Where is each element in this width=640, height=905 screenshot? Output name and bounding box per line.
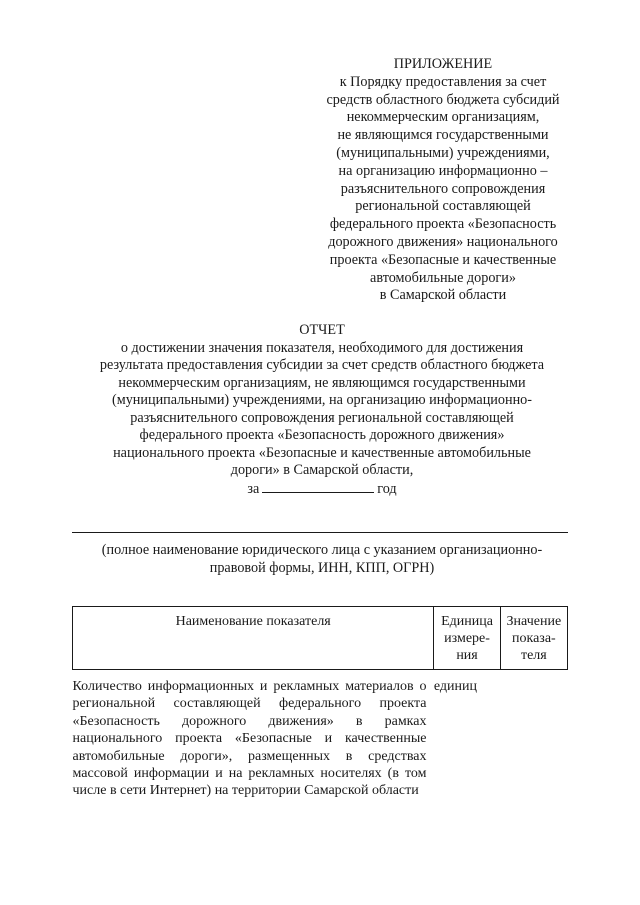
annex-title: ПРИЛОЖЕНИЕ [393,56,493,72]
org-name-caption [60,541,584,577]
annex-line: дорожного движения» национального [328,233,558,250]
header-indicator-name: Наименование показателя [73,607,434,670]
annex-line: проекта «Безопасные и качественные [329,251,557,268]
indicator-cell [73,670,434,800]
report-line: национального проекта «Безопасные и качественные автомобильные [113,444,531,461]
period-year-field[interactable] [262,480,374,493]
indicator-table [72,606,568,800]
report-line: дороги» в Самарской области, [230,462,414,478]
caption-line: правовой формы, ИНН, КПП, ОГРН) [209,560,435,576]
caption-line: (полное наименование юридического лица с указанием организационно- [101,542,543,558]
report-line: федерального проекта «Безопасность дорожного движения» [139,427,505,443]
report-line: некоммерческим организациям, не являющимся государственными [118,374,526,391]
annex-line: не являющимся государственными [337,127,549,144]
org-name-field[interactable] [72,532,568,533]
unit-cell: единиц [433,679,477,694]
report-line: (муниципальными) учреждениями, на организацию информационно- [112,392,532,408]
annex-block [298,56,588,305]
report-header [60,322,584,498]
annex-line: некоммерческим организациям, [346,109,540,126]
annex-line: региональной составляющей [355,198,531,215]
indicator-text: Количество информационных и рекламных материалов о региональной составляющей федерального проекта «Безопасность дорожного движения» в рамках национального проекта «Безопасные и качественные автомобильные дороги», размещенных в средствах массовой информации и на рекламных носителях (в том числе в сети Интернет) на территории Самарской области [72,679,427,799]
header-unit: Единица измере- ния [434,607,500,670]
report-line: о достижении значения показателя, необходимого для достижения [120,339,524,356]
annex-line: к Порядку предоставления за счет [339,73,547,90]
annex-line: (муниципальными) учреждениями, [336,144,550,161]
report-line: результата предоставления субсидии за счет средств областного бюджета [99,357,545,373]
table-row [73,670,568,800]
annex-line: в Самарской области [379,287,507,304]
period-prefix: за [247,480,260,497]
period-suffix: год [377,480,397,497]
value-cell[interactable] [500,670,567,800]
report-line: разъяснительного сопровождения региональной составляющей [130,409,514,426]
report-title: ОТЧЕТ [299,322,345,338]
annex-line: на организацию информационно – [338,162,548,179]
annex-line: средств областного бюджета субсидий [326,91,560,108]
table-header-row [73,607,568,670]
report-period [60,480,584,499]
annex-line: федерального проекта «Безопасность [329,216,557,233]
header-value: Значение показа- теля [500,607,567,670]
annex-line: разъяснительного сопровождения [340,180,546,197]
annex-line: автомобильные дороги» [370,269,516,286]
